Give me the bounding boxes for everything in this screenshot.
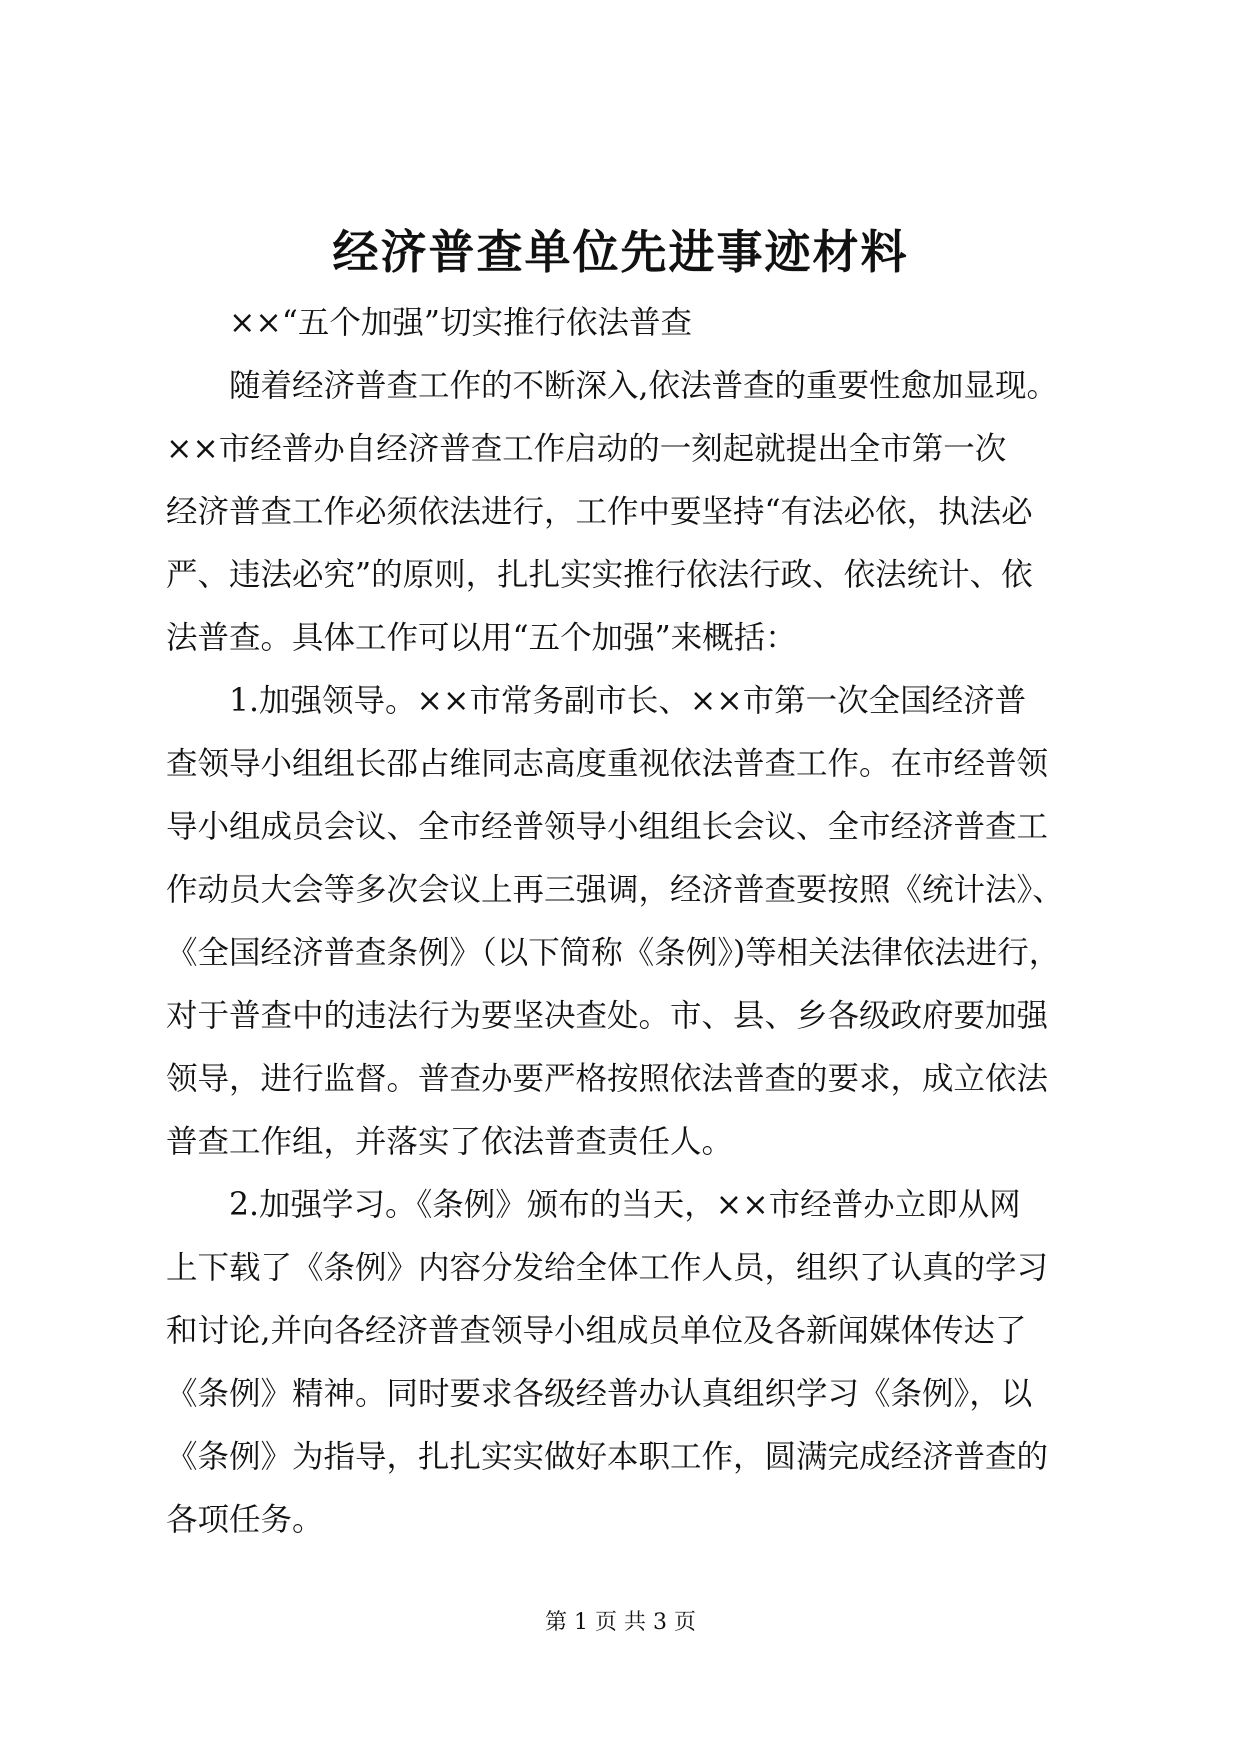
page-number-footer: 第 1 页 共 3 页: [545, 1610, 696, 1635]
body-line: 1.加强领导。××市常务副市长、××市第一次全国经济普: [166, 683, 1027, 719]
document-title: 经济普查单位先进事迹材料: [332, 225, 909, 279]
body-line: 普查工作组，并落实了依法普查责任人。: [166, 1124, 734, 1160]
body-line: 随着经济普查工作的不断深入,依法普查的重要性愈加显现。: [166, 368, 1059, 404]
body-line: 各项任务。: [166, 1502, 324, 1538]
body-line: 经济普查工作必须依法进行，工作中要坚持“有法必依，执法必: [166, 494, 1033, 530]
body-line: 严、违法必究”的原则，扎扎实实推行依法行政、依法统计、依: [166, 557, 1033, 593]
body-line: 《条例》精神。同时要求各级经普办认真组织学习《条例》，以: [166, 1376, 1033, 1412]
body-line: 领导，进行监督。普查办要严格按照依法普查的要求，成立依法: [166, 1061, 1049, 1097]
body-line: 对于普查中的违法行为要坚决查处。市、县、乡各级政府要加强: [166, 998, 1049, 1034]
body-line: ××市经普办自经济普查工作启动的一刻起就提出全市第一次: [166, 431, 1007, 467]
document-body: [166, 292, 1106, 1552]
body-line: 和讨论,并向各经济普查领导小组成员单位及各新闻媒体传达了: [166, 1313, 1027, 1349]
body-line: 《全国经济普查条例》（以下简称《条例》)等相关法律依法进行，: [166, 935, 1061, 971]
body-line: 导小组成员会议、全市经普领导小组组长会议、全市经济普查工: [166, 809, 1049, 845]
body-line: ××“五个加强”切实推行依法普查: [166, 305, 692, 341]
body-line: 作动员大会等多次会议上再三强调，经济普查要按照《统计法》、: [166, 872, 1064, 908]
body-line: 上下载了《条例》内容分发给全体工作人员，组织了认真的学习: [166, 1250, 1049, 1286]
body-line: 法普查。具体工作可以用“五个加强”来概括：: [166, 620, 797, 656]
body-line: 查领导小组组长邵占维同志高度重视依法普查工作。在市经普领: [166, 746, 1049, 782]
body-line: 2.加强学习。《条例》颁布的当天，××市经普办立即从网: [166, 1187, 1021, 1223]
body-line: 《条例》为指导，扎扎实实做好本职工作，圆满完成经济普查的: [166, 1439, 1049, 1475]
